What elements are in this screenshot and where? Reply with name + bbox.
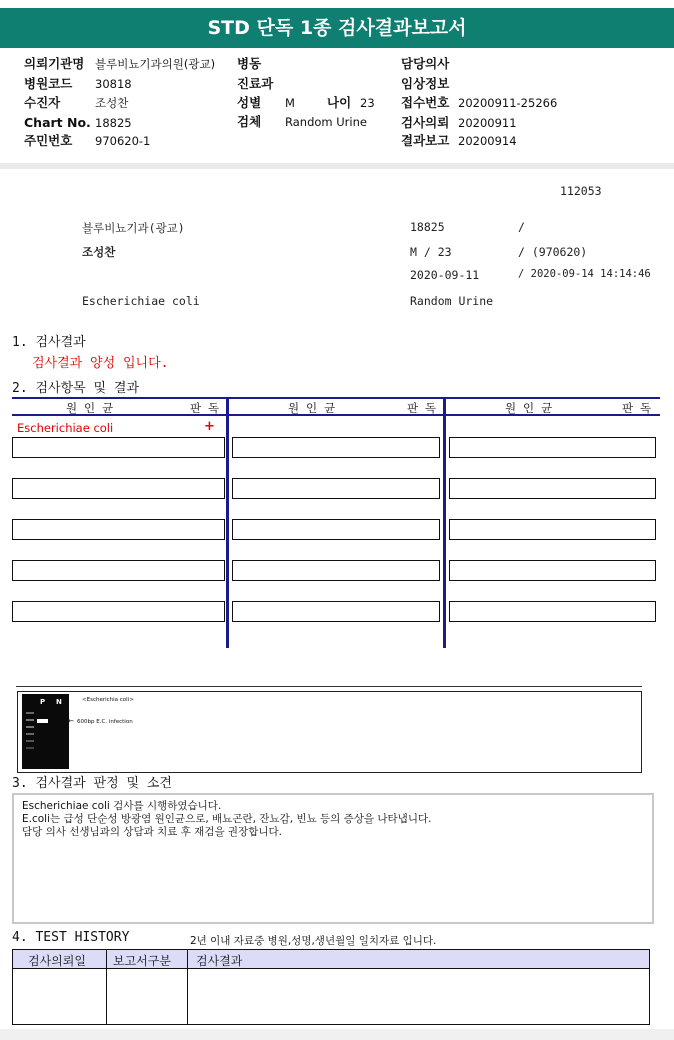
opinion-line: E.coli는 급성 단순성 방광염 원인균으로, 배뇨곤란, 잔뇨감, 빈뇨 등의 증상을 나타냅니다.: [22, 813, 432, 825]
figure-rule: [16, 686, 642, 687]
col-header-pathogen: 원 인 균: [288, 401, 336, 415]
sex-value: M: [285, 96, 295, 110]
summary-report-datetime: / 2020-09-14 14:14:46: [518, 268, 651, 280]
result-text: 검사결과 양성 입니다.: [32, 356, 169, 371]
opinion-box: [12, 793, 654, 924]
result-cell: [232, 519, 440, 540]
ladder-band: [26, 740, 34, 742]
hospital-code-label: 병원코드: [24, 76, 73, 91]
gel-caption: <Escherichia coli>: [82, 697, 134, 703]
result-pathogen: Escherichiae coli: [17, 421, 114, 435]
summary-chart: 18825: [410, 220, 445, 234]
col-header-pathogen: 원 인 균: [66, 401, 114, 415]
table-top-rule: [12, 397, 660, 399]
ladder-band: [26, 726, 34, 728]
sex-label: 성별: [237, 95, 262, 110]
summary-clinic: 블루비뇨기과(광교): [82, 221, 185, 235]
result-cell: [232, 560, 440, 581]
band-label: 600bp E.C. infection: [77, 719, 133, 725]
top-strip: [0, 0, 674, 8]
result-cell: [232, 601, 440, 622]
dept-label: 진료과: [237, 76, 274, 91]
doctor-label: 담당의사: [401, 56, 450, 71]
history-note: 2년 이내 자료중 병원,성명,생년월일 일치자료 입니다.: [190, 935, 437, 947]
result-cell: [12, 519, 225, 540]
result-cell: [449, 478, 656, 499]
serial-number: 112053: [560, 184, 602, 198]
chart-value: 18825: [95, 116, 132, 130]
summary-request-date: 2020-09-11: [410, 268, 480, 282]
ladder-band: [26, 733, 34, 735]
result-cell: [232, 437, 440, 458]
section3-title: 3. 검사결과 판정 및 소견: [12, 776, 172, 791]
ssn-value: 970620-1: [95, 134, 151, 148]
result-cell: [449, 437, 656, 458]
history-col-date: 검사의뢰일: [28, 954, 86, 968]
specimen-value: Random Urine: [285, 115, 367, 129]
hospital-code-value: 30818: [95, 77, 132, 91]
history-table-body: [12, 969, 650, 1025]
institution-label: 의뢰기관명: [24, 56, 85, 71]
result-judgement: +: [204, 419, 215, 434]
ladder-band: [26, 712, 34, 714]
specimen-label: 검체: [237, 114, 262, 129]
result-cell: [449, 519, 656, 540]
opinion-line: Escherichiae coli 검사를 시행하였습니다.: [22, 800, 222, 812]
history-col-result: 검사결과: [196, 954, 243, 968]
summary-slash: /: [518, 220, 525, 234]
opinion-line: 담당 의사 선생님과의 상담과 치료 후 재검을 권장합니다.: [22, 826, 282, 838]
gel-figure-box: [17, 691, 642, 773]
band-arrow: ←: [68, 717, 74, 725]
result-cell: [449, 601, 656, 622]
ward-label: 병동: [237, 56, 262, 71]
positive-band: [37, 719, 48, 723]
patient-value: 조성찬: [95, 96, 129, 110]
col-header-judgement: 판 독: [407, 401, 437, 415]
report-title: STD 단독 1종 검사결과보고서: [0, 8, 674, 48]
section-separator: [0, 163, 674, 169]
history-col-divider: [106, 949, 107, 1025]
institution-value: 블루비뇨기과의원(광교): [95, 57, 216, 71]
ladder-band: [26, 747, 34, 749]
result-cell: [12, 560, 225, 581]
section2-title: 2. 검사항목 및 결과: [12, 381, 140, 396]
summary-pathogen: Escherichiae coli: [82, 294, 200, 308]
lane-p-label: P: [40, 698, 46, 706]
section1-title: 1. 검사결과: [12, 335, 86, 350]
section4-title: 4. TEST HISTORY: [12, 930, 130, 945]
table-column-divider: [443, 397, 446, 648]
request-date-value: 20200911: [458, 116, 517, 130]
clinical-info-label: 임상정보: [401, 76, 450, 91]
ladder-band: [26, 719, 34, 721]
receipt-no-value: 20200911-25266: [458, 96, 558, 110]
history-table-header: [12, 949, 650, 969]
result-cell: [12, 478, 225, 499]
col-header-judgement: 판 독: [622, 401, 652, 415]
table-column-divider: [226, 397, 229, 648]
ssn-label: 주민번호: [24, 133, 73, 148]
result-cell: [12, 601, 225, 622]
request-date-label: 검사의뢰: [401, 115, 450, 130]
report-date-value: 20200914: [458, 134, 517, 148]
history-col-divider: [187, 949, 188, 1025]
lane-n-label: N: [56, 698, 62, 706]
page-bottom-strip: [0, 1029, 674, 1040]
age-value: 23: [360, 96, 375, 110]
age-label: 나이: [327, 95, 352, 110]
col-header-judgement: 판 독: [190, 401, 220, 415]
report-date-label: 결과보고: [401, 133, 450, 148]
summary-sex-age: M / 23: [410, 245, 452, 259]
col-header-pathogen: 원 인 균: [505, 401, 553, 415]
history-col-type: 보고서구분: [113, 954, 171, 968]
result-cell: [12, 437, 225, 458]
patient-label: 수진자: [24, 95, 61, 110]
result-cell: [232, 478, 440, 499]
summary-patient: 조성찬: [82, 245, 116, 259]
result-cell: [449, 560, 656, 581]
summary-birth: / (970620): [518, 245, 588, 259]
receipt-no-label: 접수번호: [401, 95, 450, 110]
summary-specimen: Random Urine: [410, 294, 494, 308]
chart-label: Chart No.: [24, 115, 91, 130]
